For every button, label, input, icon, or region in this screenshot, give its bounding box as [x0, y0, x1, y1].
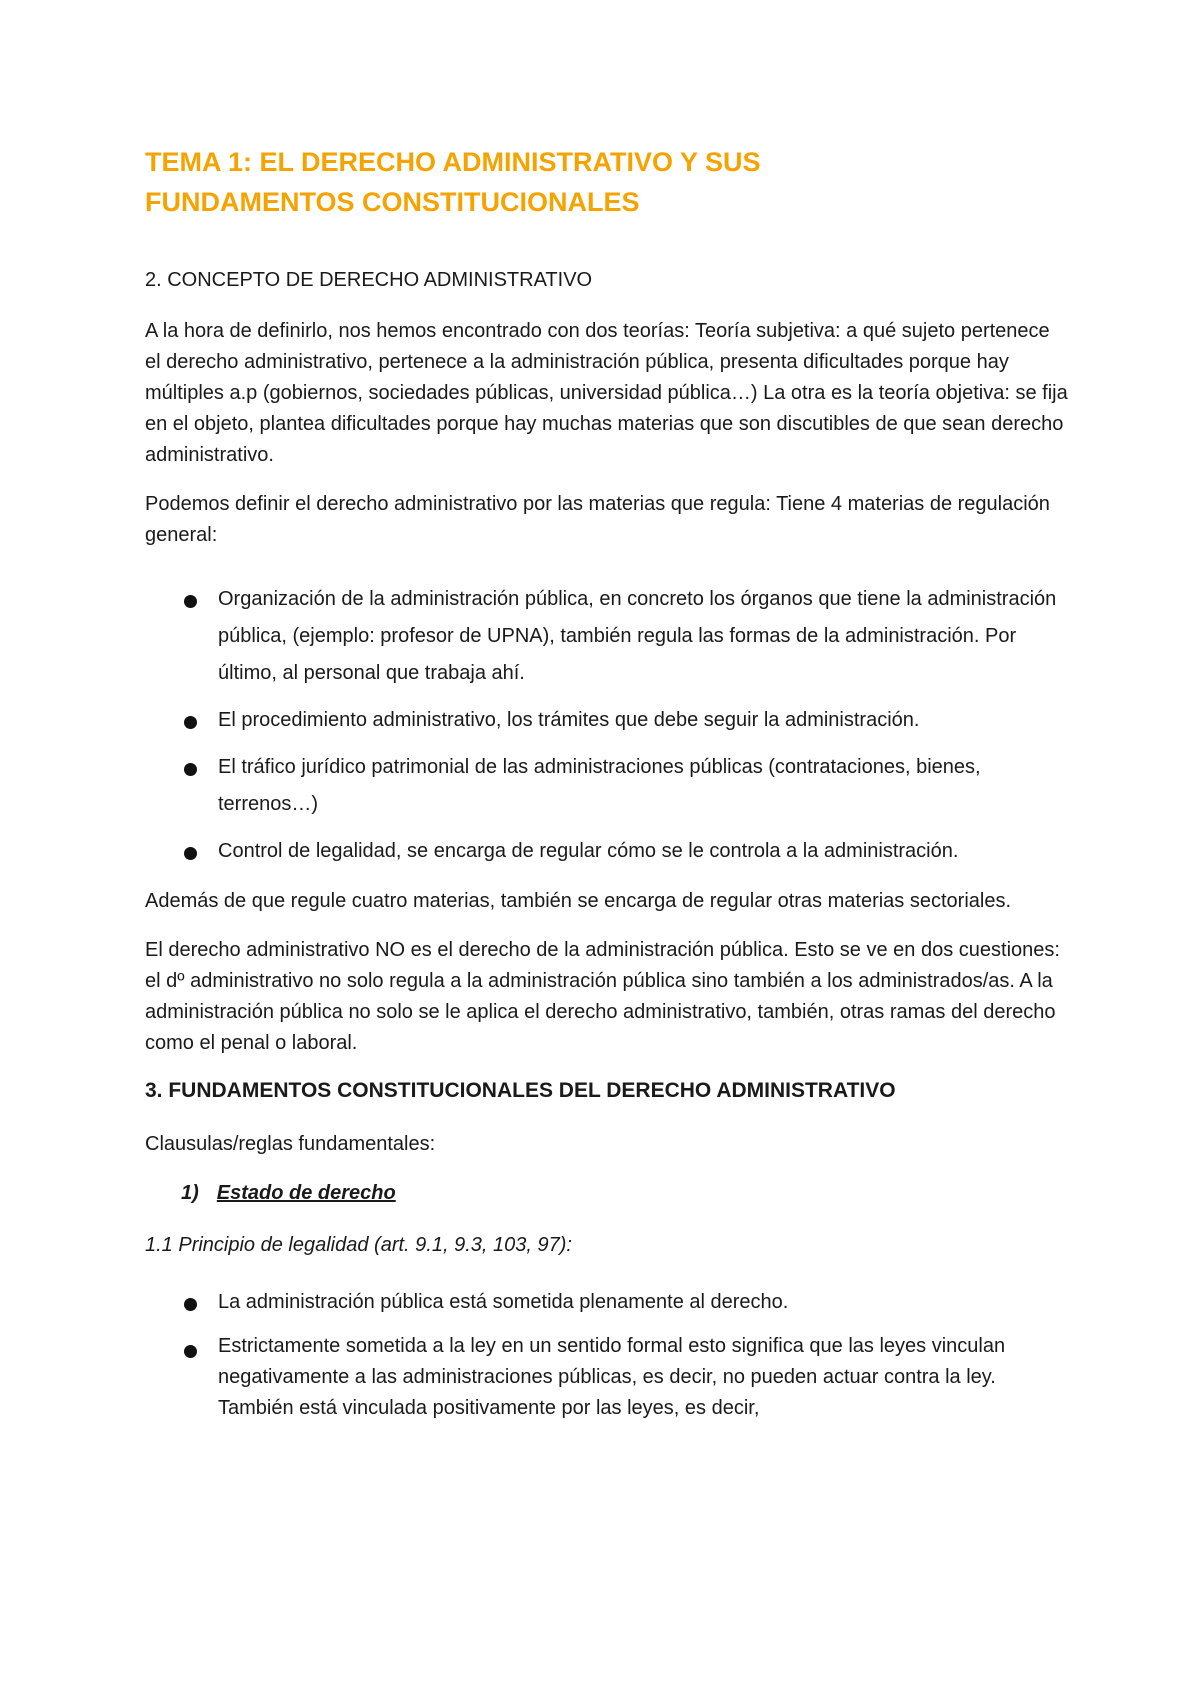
numbered-item: [145, 1178, 1070, 1208]
bullet-icon: [184, 763, 197, 776]
document-title: [145, 142, 1070, 222]
list-item: El procedimiento administrativo, los trámites que debe seguir la administración.: [218, 702, 1070, 739]
subheading: 1.1 Principio de legalidad (art. 9.1, 9.3, 103, 97):: [145, 1234, 572, 1256]
section-2-paragraph-1: A la hora de definirlo, nos hemos encontrado con dos teorías: Teoría subjetiva: a qué sujeto pertenece el derecho administrativo, pertenece a la administración pública, presenta dificultades porque hay múltiples a.p (gobiernos, sociedades públicas, universidad pública…) La otra es la teoría objetiva: se fija en el objeto, plantea dificultades porque hay muchas materias que son discutibles de que sean derecho administrativo.: [145, 320, 1068, 466]
regulation-matters-list: [145, 581, 1070, 870]
list-item: El tráfico jurídico patrimonial de las administraciones públicas (contrataciones, bienes, terrenos…): [218, 749, 1070, 823]
legality-principle-list: [145, 1284, 1070, 1424]
section-2-heading: 2. CONCEPTO DE DERECHO ADMINISTRATIVO: [145, 269, 593, 291]
bullet-icon: [184, 1345, 197, 1358]
section-2-paragraph-3: Además de que regule cuatro materias, también se encarga de regular otras materias sectoriales.: [145, 890, 1012, 912]
list-item: Organización de la administración pública, en concreto los órganos que tiene la administración pública, (ejemplo: profesor de UPNA), también regula las formas de la administración. Por último, al personal que trabaja ahí.: [218, 581, 1070, 692]
section-2-paragraph-2: Podemos definir el derecho administrativo por las materias que regula: Tiene 4 materias de regulación general:: [145, 493, 1050, 546]
section-3-heading: 3. FUNDAMENTOS CONSTITUCIONALES DEL DERECHO ADMINISTRATIVO: [145, 1079, 896, 1102]
title-line-1: TEMA 1: EL DERECHO ADMINISTRATIVO Y SUS: [145, 147, 761, 177]
list-item: Estrictamente sometida a la ley en un sentido formal esto significa que las leyes vinculan negativamente a las administraciones públicas, es decir, no pueden actuar contra la ley. También está vinculada positivamente por las leyes, es decir,: [218, 1331, 1070, 1424]
section-2-paragraph-4: El derecho administrativo NO es el derecho de la administración pública. Esto se ve en dos cuestiones: el dº administrativo no solo regula a la administración pública sino también a los administrados/as. A la administración pública no solo se le aplica el derecho administrativo, también, otras ramas del derecho como el penal o laboral.: [145, 939, 1060, 1054]
item-label: Estado de derecho: [216, 1182, 396, 1204]
bullet-icon: [184, 716, 197, 729]
title-line-2: FUNDAMENTOS CONSTITUCIONALES: [145, 187, 640, 217]
bullet-icon: [184, 847, 197, 860]
section-3-intro: Clausulas/reglas fundamentales:: [145, 1133, 436, 1155]
list-item: Control de legalidad, se encarga de regular cómo se le controla a la administración.: [218, 833, 1070, 870]
list-item: La administración pública está sometida plenamente al derecho.: [218, 1284, 1070, 1321]
bullet-icon: [184, 1298, 197, 1311]
item-number: 1): [181, 1182, 199, 1204]
bullet-icon: [184, 595, 197, 608]
